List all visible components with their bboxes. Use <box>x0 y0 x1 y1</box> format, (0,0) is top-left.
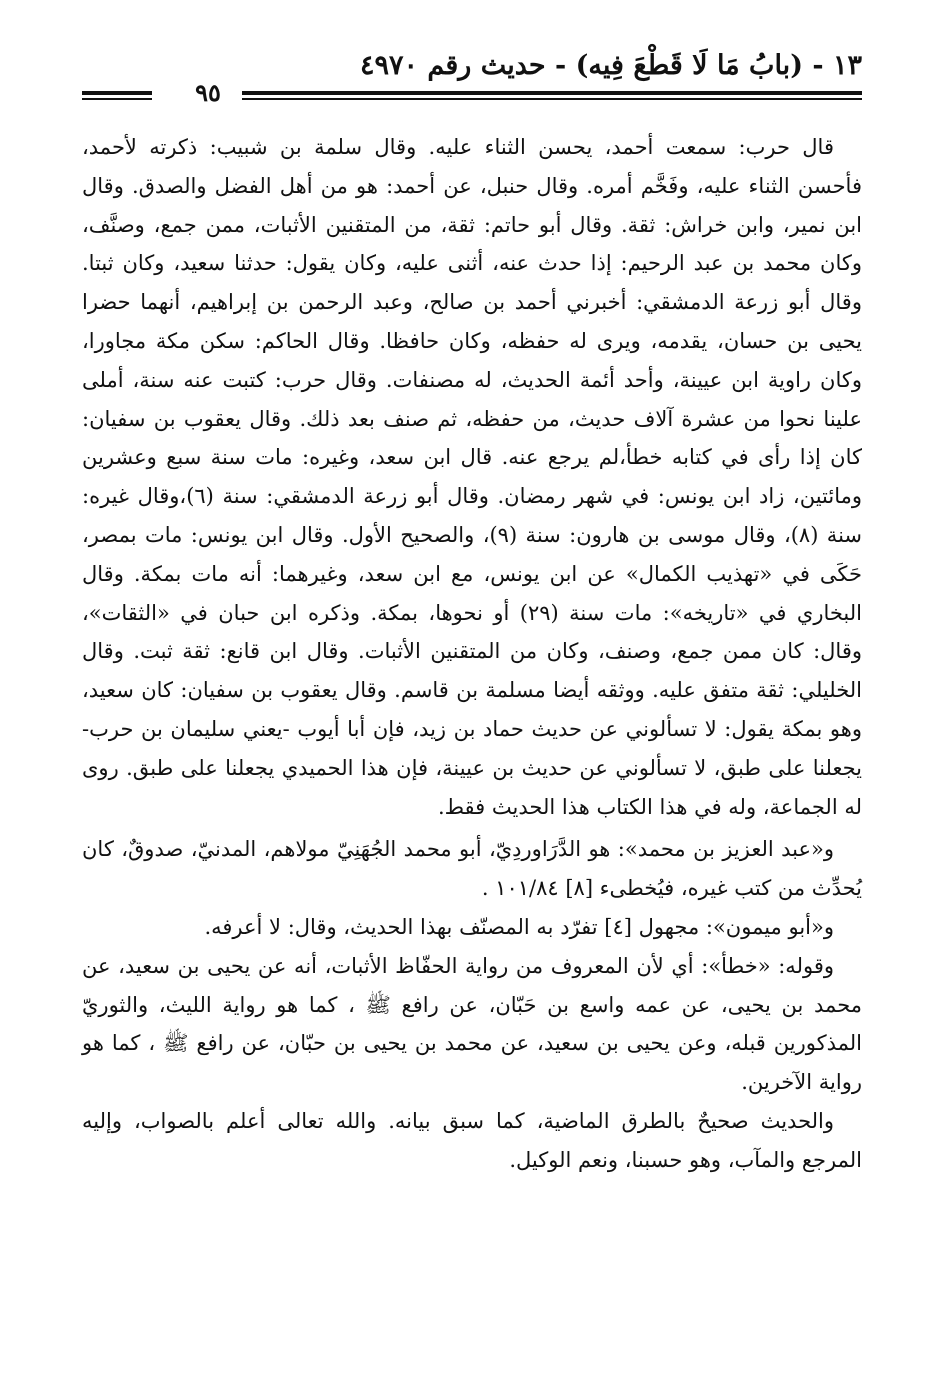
header-rule-right <box>242 91 862 100</box>
paragraph-khata-explanation: وقوله: «خطأ»: أي لأن المعروف من رواية الحفّاظ الأثبات، أنه عن يحيى بن سعيد، عن محمد بن يحيى، عن عمه واسع بن حَبّان، عن رافع ﷺ ، كما هو رواية الليث، والثوريّ المذكورين قبله، وعن يحيى بن سعيد، عن محمد بن يحيى بن حبّان، عن رافع ﷺ ، كما هو رواية الآخرين. <box>82 953 862 1095</box>
paragraph-abd-al-aziz: و«عبد العزيز بن محمد»: هو الدَّرَاوردِيّ، أبو محمد الجُهَنِيّ مولاهم، المدنيّ، صدوقٌ، كان يُحدِّث من كتب غيره، فيُخطىء [٨] ١٠١/٨٤ . <box>82 837 862 901</box>
header-rule-left <box>82 91 152 100</box>
running-title: ١٣ - (بابُ مَا لَا قَطْعَ فِيه) - حديث رقم ٤٩٧٠ <box>360 50 862 81</box>
paragraph-conclusion: والحديث صحيحٌ بالطرق الماضية، كما سبق بيانه. والله تعالى أعلم بالصواب، وإليه المرجع والمآب، وهو حسبنا، ونعم الوكيل. <box>82 1108 862 1172</box>
page-number: ٩٥ <box>195 78 221 107</box>
paragraph-narrators-assessment: قال حرب: سمعت أحمد، يحسن الثناء عليه. وقال سلمة بن شبيب: ذكرته لأحمد، فأحسن الثناء عليه، وفَخَّم أمره. وقال حنبل، عن أحمد: هو من أهل الفضل والصدق. وقال ابن نمير، وابن خراش: ثقة. وقال أبو حاتم: ثقة، من المتقنين الأثبات، ممن جمع، وصنَّف، وكان محمد بن عبد الرحيم: إذا حدث عنه، أثنى عليه، وكان يقول: حدثنا سعيد، وكان ثبتا. وقال أبو زرعة الدمشقي: أخبرني أحمد بن صالح، وعبد الرحمن بن إبراهيم، أنهما حضرا يحيى بن حسان، يقدمه، ويرى له حفظه، وكان حافظا. وقال الحاكم: سكن مكة مجاورا، وكان راوية ابن عيينة، وأحد أئمة الحديث، له مصنفات. وقال حرب: كتبت عنه سنة، أملى علينا نحوا من عشرة آلاف حديث، من حفظه، ثم صنف بعد ذلك. وقال يعقوب بن سفيان: كان إذا رأى في كتابه خطأ،لم يرجع عنه. قال ابن سعد، وغيره: مات سنة سبع وعشرين ومائتين، زاد ابن يونس: في شهر رمضان. وقال أبو زرعة الدمشقي: سنة (٦)،وقال غيره: سنة (٨)، وقال موسى بن هارون: سنة (٩)، والصحيح الأول. وقال ابن يونس: مات بمصر، حَكَى في «تهذيب الكمال» عن ابن يونس، مع ابن سعد، وغيرهما: أنه مات بمكة. وقال البخاري في «تاريخه»: مات سنة (٢٩) أو نحوها، بمكة. وذكره ابن حبان في «الثقات»، وقال: كان ممن جمع، وصنف، وكان من المتقنين الأثبات. وقال ابن قانع: ثقة ثبت. وقال الخليلي: ثقة متفق عليه. ووثقه أيضا مسلمة بن قاسم. وقال يعقوب بن سفيان: كان سعيد، وهو بمكة يقول: لا تسألوني عن حديث حماد بن زيد، فإن أبا أيوب -يعني سليمان بن حرب- يجعلنا على طبق، لا تسألوني عن حديث بن عيينة، فإن هذا الحميدي يجعلنا على طبق. روى له الجماعة، وله في هذا الكتاب هذا الحديث فقط. <box>82 135 863 819</box>
main-text <box>82 128 862 1180</box>
page-header <box>82 44 862 107</box>
paragraph-abu-maymun: و«أبو ميمون»: مجهول [٤] تفرّد به المصنّف بهذا الحديث، وقال: لا أعرفه. <box>204 914 834 939</box>
